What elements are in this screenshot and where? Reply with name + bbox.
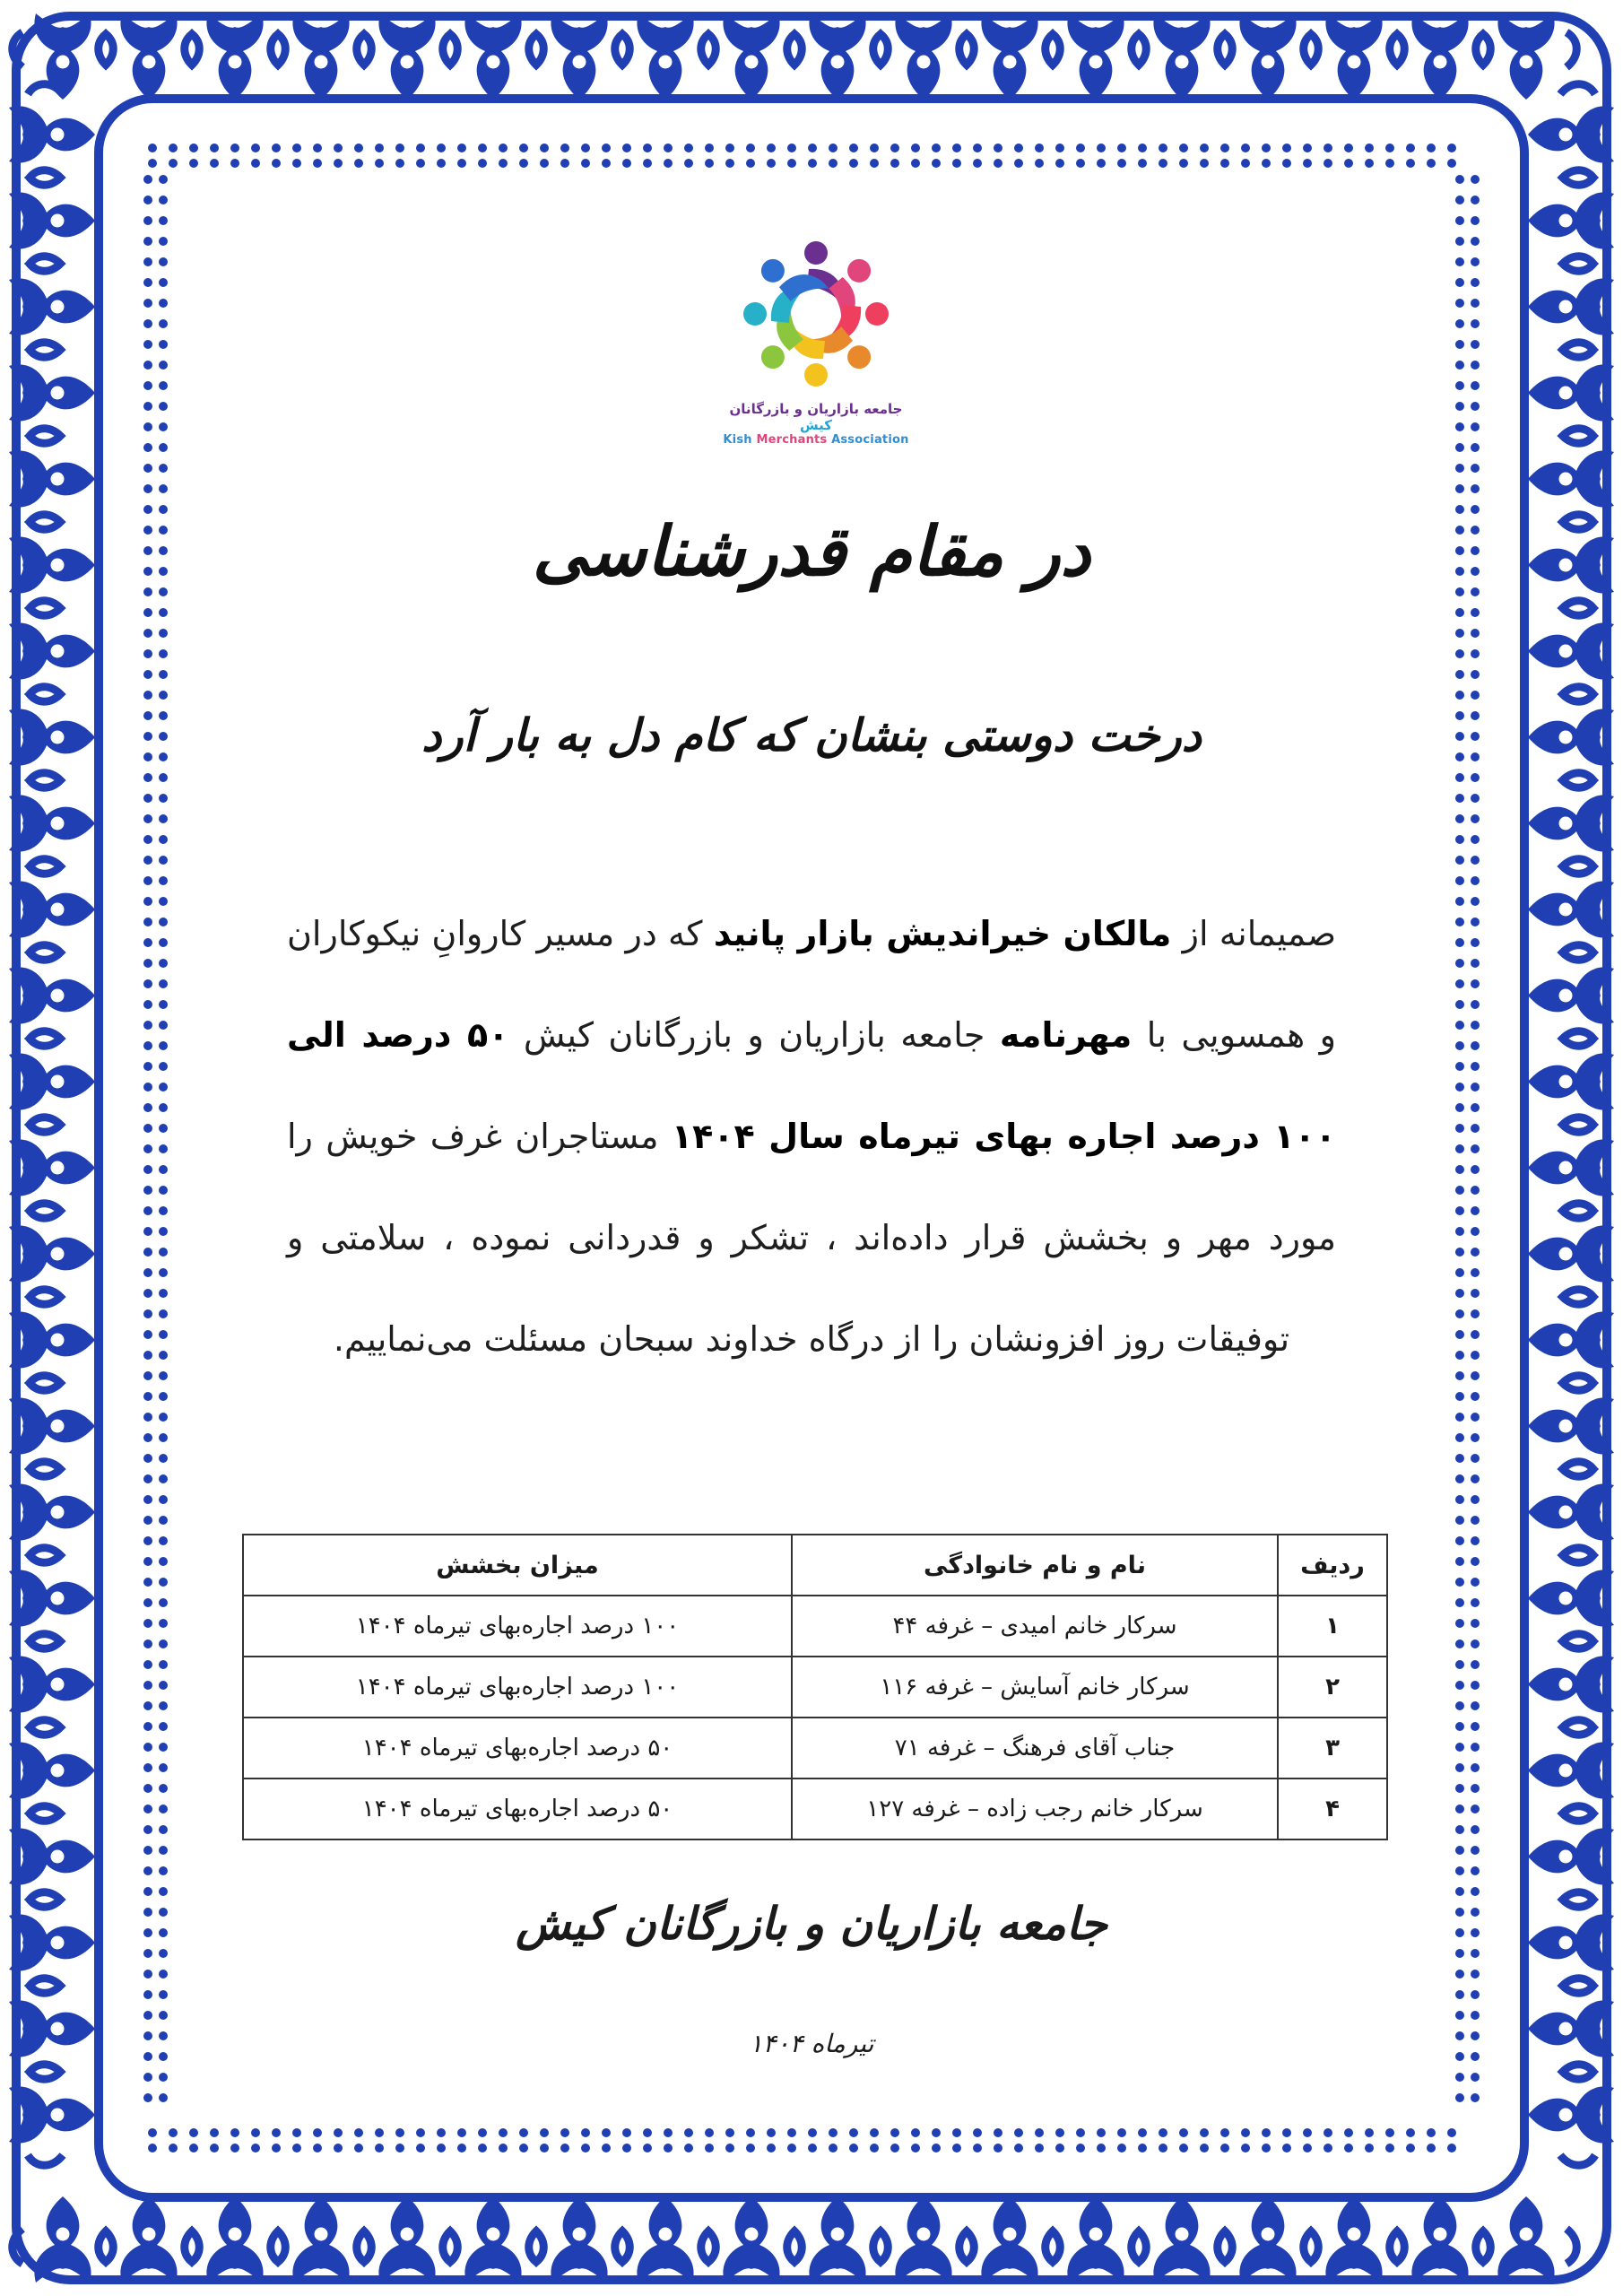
signature: جامعه بازاریان و بازرگانان کیش <box>516 1897 1107 1950</box>
logo-persian-name: جامعه بازاریان و بازرگانان کیش <box>729 401 903 433</box>
row-number: ۳ <box>1278 1718 1387 1779</box>
row-name: سرکار خانم امیدی – غرفه ۴۴ <box>792 1596 1278 1657</box>
charter-name: مهرنامه <box>999 1015 1133 1055</box>
appreciation-paragraph: صمیمانه از مالکان خیراندیش بازار پانید که در مسیر کاروانِ نیکوکاران و همسویی با مهرنامه جامعه بازاریان و بازرگانان کیش ۵۰ درصد الی ۱۰۰ درصد اجاره بهای تیرماه سال ۱۴۰۴ مستاجران غرف خویش را مورد مهر و بخشش قرار داده‌اند ، تشکر و قدردانی نموده ، سلامتی و توفیقات روز افزونشان را از درگاه خداوند سبحان مسئلت می‌نماییم. <box>287 914 1336 1359</box>
header-row-number: ردیف <box>1278 1535 1387 1596</box>
poem-line: درخت دوستی بنشان که کام دل به بار آرد <box>421 709 1202 761</box>
row-amount: ۱۰۰ درصد اجاره‌بهای تیرماه ۱۴۰۴ <box>243 1596 792 1657</box>
row-name: سرکار خانم رجب زاده – غرفه ۱۲۷ <box>792 1779 1278 1839</box>
logo-english-name: Kish Merchants Association <box>723 433 909 447</box>
discount-statement: ۵۰ درصد الی ۱۰۰ درصد اجاره بهای تیرماه سال ۱۴۰۴ <box>287 1015 1336 1156</box>
donors-table <box>242 1534 1388 1840</box>
table-row <box>243 1657 1387 1718</box>
row-name: جناب آقای فرهنگ – غرفه ۷۱ <box>792 1718 1278 1779</box>
owners-name: مالکان خیراندیش بازار پانید <box>713 914 1172 953</box>
row-amount: ۵۰ درصد اجاره‌بهای تیرماه ۱۴۰۴ <box>243 1779 792 1839</box>
row-number: ۱ <box>1278 1596 1387 1657</box>
people-circle-icon <box>731 229 901 399</box>
table-row <box>243 1779 1387 1839</box>
header-amount: میزان بخشش <box>243 1535 792 1596</box>
table-row <box>243 1718 1387 1779</box>
date: تیرماه ۱۴۰۴ <box>749 2029 874 2058</box>
row-number: ۴ <box>1278 1779 1387 1839</box>
row-number: ۲ <box>1278 1657 1387 1718</box>
association-logo <box>722 229 910 453</box>
table-row <box>243 1596 1387 1657</box>
table-header-row <box>243 1535 1387 1596</box>
page-title: در مقام قدرشناسی <box>532 511 1091 591</box>
row-name: سرکار خانم آسایش – غرفه ۱۱۶ <box>792 1657 1278 1718</box>
row-amount: ۱۰۰ درصد اجاره‌بهای تیرماه ۱۴۰۴ <box>243 1657 792 1718</box>
row-amount: ۵۰ درصد اجاره‌بهای تیرماه ۱۴۰۴ <box>243 1718 792 1779</box>
header-name: نام و نام خانوادگی <box>792 1535 1278 1596</box>
